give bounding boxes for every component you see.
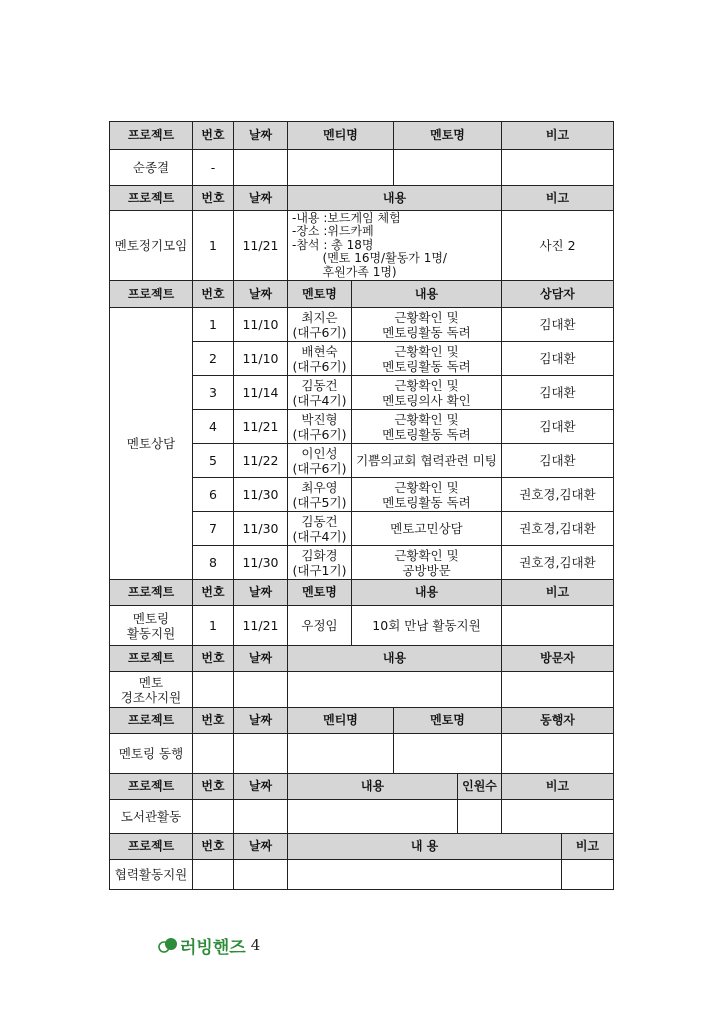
header-row xyxy=(110,186,614,211)
header-cell: 프로젝트 xyxy=(110,186,193,211)
content-line: 멘토링의사 확인 xyxy=(382,392,471,408)
project-cell: 멘토정기모임 xyxy=(110,211,193,281)
header-cell: 내 용 xyxy=(288,834,562,860)
date-cell xyxy=(234,800,288,834)
number-cell xyxy=(193,672,234,708)
header-cell: 비고 xyxy=(502,122,614,150)
number-cell: 5 xyxy=(193,444,234,478)
mentor-cell xyxy=(288,512,352,546)
header-row xyxy=(110,122,614,150)
content-line: 멘토링활동 독려 xyxy=(382,494,471,510)
content-line: 근황확인 및 xyxy=(394,479,459,495)
mentor-cohort: (대구5기) xyxy=(292,494,347,510)
counselor-cell: 김대환 xyxy=(502,410,614,444)
content-line: -내용 :보드게임 체험 xyxy=(292,210,401,225)
header-cell: 번호 xyxy=(193,774,234,800)
number-cell: 3 xyxy=(193,376,234,410)
header-cell: 프로젝트 xyxy=(110,834,193,860)
table-row xyxy=(110,150,614,186)
number-cell: 4 xyxy=(193,410,234,444)
content-line: 멘토고민상담 xyxy=(390,521,463,536)
content-line: 근황확인 및 xyxy=(394,547,459,563)
mentor-name: 최우영 xyxy=(301,479,338,495)
date-cell: 11/10 xyxy=(234,342,288,376)
counselor-cell: 김대환 xyxy=(502,308,614,342)
number-cell: 2 xyxy=(193,342,234,376)
mentor-name: 김동건 xyxy=(301,513,338,529)
header-cell: 프로젝트 xyxy=(110,122,193,150)
project-cell xyxy=(110,672,193,708)
date-cell: 11/30 xyxy=(234,512,288,546)
header-cell: 날짜 xyxy=(234,708,288,734)
project-cell: 도서관활동 xyxy=(110,800,193,834)
content-cell xyxy=(352,546,502,580)
date-cell xyxy=(234,150,288,186)
footer xyxy=(158,934,260,956)
project-cell: 멘토링 동행 xyxy=(110,734,193,774)
header-cell: 비고 xyxy=(562,834,614,860)
header-cell: 방문자 xyxy=(502,646,614,672)
mentor-cell: 우정임 xyxy=(288,606,352,646)
note-cell xyxy=(502,800,614,834)
content-cell xyxy=(352,444,502,478)
content-line: -장소 :위드카페 xyxy=(292,224,374,239)
counselor-cell: 김대환 xyxy=(502,376,614,410)
mentor-cohort: (대구6기) xyxy=(292,324,347,340)
mentor-cell xyxy=(288,376,352,410)
table-row xyxy=(110,672,614,708)
content-line: -참석 : 총 18명 xyxy=(292,237,374,252)
companion-cell xyxy=(502,734,614,774)
header-cell: 프로젝트 xyxy=(110,646,193,672)
header-cell: 내용 xyxy=(288,646,502,672)
header-row xyxy=(110,708,614,734)
project-line: 멘토 xyxy=(138,674,164,690)
content-line: 기쁨의교회 협력관련 미팅 xyxy=(356,453,497,468)
content-line: (멘토 16명/활동가 1명/ xyxy=(292,251,447,266)
header-cell: 비고 xyxy=(502,774,614,800)
header-cell: 프로젝트 xyxy=(110,580,193,606)
date-cell: 11/10 xyxy=(234,308,288,342)
content-cell xyxy=(352,512,502,546)
date-cell: 11/21 xyxy=(234,606,288,646)
date-cell xyxy=(234,672,288,708)
date-cell: 11/22 xyxy=(234,444,288,478)
table-row xyxy=(110,211,614,281)
mentoring-report-table xyxy=(109,121,614,890)
header-cell: 멘티명 xyxy=(288,122,394,150)
mentor-cell xyxy=(288,444,352,478)
mentor-cell xyxy=(288,410,352,444)
header-cell: 동행자 xyxy=(502,708,614,734)
project-cell xyxy=(110,606,193,646)
content-cell xyxy=(352,308,502,342)
date-cell: 11/21 xyxy=(234,410,288,444)
header-cell: 번호 xyxy=(193,834,234,860)
header-cell: 멘티명 xyxy=(288,708,394,734)
header-cell: 번호 xyxy=(193,646,234,672)
header-cell: 날짜 xyxy=(234,186,288,211)
project-line: 경조사지원 xyxy=(120,689,182,705)
logo-text: 러빙핸즈 xyxy=(180,937,246,958)
date-cell: 11/21 xyxy=(234,211,288,281)
mentor-name: 이인성 xyxy=(301,445,338,461)
content-cell: 10회 만남 활동지원 xyxy=(352,606,502,646)
mentor-name: 김화경 xyxy=(301,547,338,563)
content-cell xyxy=(352,342,502,376)
number-cell: 1 xyxy=(193,211,234,281)
mentor-name: 배현숙 xyxy=(301,343,338,359)
counselor-cell: 권호경,김대환 xyxy=(502,546,614,580)
content-cell xyxy=(288,860,562,890)
content-line: 멘토링활동 독려 xyxy=(382,426,471,442)
note-cell xyxy=(502,606,614,646)
header-cell: 내용 xyxy=(352,580,502,606)
mentor-cell xyxy=(288,546,352,580)
number-cell xyxy=(193,860,234,890)
header-row xyxy=(110,774,614,800)
mentor-name: 최지은 xyxy=(301,309,338,325)
header-cell: 비고 xyxy=(502,580,614,606)
mentor-cell xyxy=(394,734,502,774)
table-row xyxy=(110,308,614,342)
mentor-cohort: (대구1기) xyxy=(292,562,347,578)
number-cell: - xyxy=(193,150,234,186)
note-cell xyxy=(562,860,614,890)
table-row xyxy=(110,734,614,774)
note-cell xyxy=(502,150,614,186)
headcount-cell xyxy=(458,800,502,834)
content-line: 근황확인 및 xyxy=(394,309,459,325)
header-cell: 인원수 xyxy=(458,774,502,800)
counselor-cell: 김대환 xyxy=(502,444,614,478)
content-line: 멘토링활동 독려 xyxy=(382,324,471,340)
table-row xyxy=(110,606,614,646)
header-cell: 비고 xyxy=(502,186,614,211)
content-line: 공방방문 xyxy=(402,562,451,578)
counselor-cell: 권호경,김대환 xyxy=(502,512,614,546)
header-cell: 프로젝트 xyxy=(110,708,193,734)
content-cell xyxy=(288,211,502,281)
mentor-cohort: (대구6기) xyxy=(292,358,347,374)
date-cell xyxy=(234,734,288,774)
content-line: 멘토링활동 독려 xyxy=(382,358,471,374)
header-cell: 번호 xyxy=(193,708,234,734)
project-line: 활동지원 xyxy=(126,625,176,641)
mentor-cohort: (대구4기) xyxy=(292,392,347,408)
mentor-name: 박진형 xyxy=(301,411,338,427)
header-cell: 날짜 xyxy=(234,646,288,672)
mentee-cell xyxy=(288,150,394,186)
mentor-cohort: (대구6기) xyxy=(292,426,347,442)
counselor-cell: 권호경,김대환 xyxy=(502,478,614,512)
header-row xyxy=(110,281,614,308)
header-row xyxy=(110,580,614,606)
header-cell: 프로젝트 xyxy=(110,281,193,308)
mentor-cell xyxy=(288,342,352,376)
mentor-cohort: (대구6기) xyxy=(292,460,347,476)
content-line: 근황확인 및 xyxy=(394,411,459,427)
header-cell: 내용 xyxy=(288,774,458,800)
table-row xyxy=(110,860,614,890)
header-cell: 내용 xyxy=(352,281,502,308)
header-cell: 멘토명 xyxy=(288,580,352,606)
header-cell: 번호 xyxy=(193,281,234,308)
header-cell: 멘토명 xyxy=(288,281,352,308)
mentor-cohort: (대구4기) xyxy=(292,528,347,544)
header-cell: 날짜 xyxy=(234,834,288,860)
number-cell: 7 xyxy=(193,512,234,546)
header-row xyxy=(110,646,614,672)
loving-hands-logo-icon xyxy=(158,936,178,954)
mentor-cell xyxy=(288,478,352,512)
date-cell: 11/14 xyxy=(234,376,288,410)
date-cell: 11/30 xyxy=(234,546,288,580)
content-cell xyxy=(352,478,502,512)
counselor-cell: 김대환 xyxy=(502,342,614,376)
project-line: 멘토링 xyxy=(132,610,170,626)
number-cell xyxy=(193,800,234,834)
header-cell: 프로젝트 xyxy=(110,774,193,800)
note-cell: 사진 2 xyxy=(502,211,614,281)
header-cell: 멘토명 xyxy=(394,708,502,734)
header-cell: 날짜 xyxy=(234,580,288,606)
header-row xyxy=(110,834,614,860)
project-cell: 멘토상담 xyxy=(110,308,193,580)
date-cell xyxy=(234,860,288,890)
header-cell: 날짜 xyxy=(234,774,288,800)
header-cell: 날짜 xyxy=(234,281,288,308)
mentor-cell xyxy=(288,308,352,342)
table-row xyxy=(110,800,614,834)
content-line: 후원가족 1명) xyxy=(292,264,397,279)
header-cell: 멘토명 xyxy=(394,122,502,150)
date-cell: 11/30 xyxy=(234,478,288,512)
content-cell xyxy=(288,800,458,834)
content-line: 근황확인 및 xyxy=(394,377,459,393)
header-cell: 날짜 xyxy=(234,122,288,150)
content-cell xyxy=(288,672,502,708)
number-cell: 8 xyxy=(193,546,234,580)
header-cell: 번호 xyxy=(193,122,234,150)
mentee-cell xyxy=(288,734,394,774)
number-cell: 6 xyxy=(193,478,234,512)
number-cell: 1 xyxy=(193,308,234,342)
header-cell: 상담자 xyxy=(502,281,614,308)
mentor-name: 김동건 xyxy=(301,377,338,393)
project-cell: 순종결 xyxy=(110,150,193,186)
visitor-cell xyxy=(502,672,614,708)
header-cell: 번호 xyxy=(193,186,234,211)
mentor-cell xyxy=(394,150,502,186)
content-cell xyxy=(352,376,502,410)
number-cell: 1 xyxy=(193,606,234,646)
number-cell xyxy=(193,734,234,774)
page-number: 4 xyxy=(250,936,261,954)
project-cell: 협력활동지원 xyxy=(110,860,193,890)
content-cell xyxy=(352,410,502,444)
header-cell: 내용 xyxy=(288,186,502,211)
header-cell: 번호 xyxy=(193,580,234,606)
content-line: 근황확인 및 xyxy=(394,343,459,359)
